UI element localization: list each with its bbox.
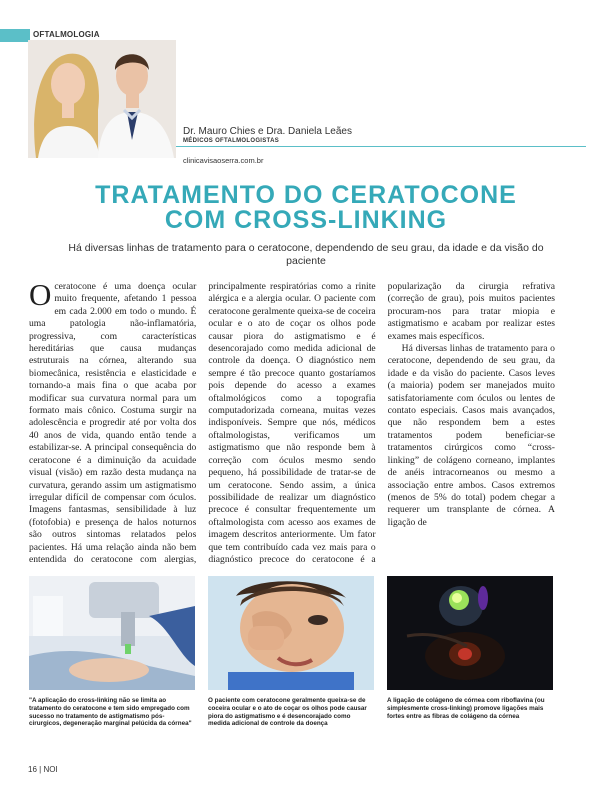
page-number: 16: [28, 765, 37, 774]
article-subtitle: Há diversas linhas de tratamento para o ceratocone, dependendo de seu grau, da idade e da visão do paciente: [68, 242, 544, 267]
drop-cap: O: [29, 281, 52, 312]
byline-rule: [176, 146, 586, 147]
caption-photo-2: O paciente com ceratocone geralmente queixa-se de coceira ocular e o ato de coçar os olhos pode causar piora do astigmatismo e é desencorajado como medida adicional de controle da doença: [208, 697, 367, 728]
page-footer: [28, 765, 58, 774]
article-columns: [29, 281, 555, 569]
section-label: OFTALMOLOGIA: [33, 30, 100, 39]
section-color-bar: [0, 29, 30, 42]
authors-role: MÉDICOS OFTALMOLOGISTAS: [183, 138, 280, 144]
paragraph-1-text: ceratocone é uma doença ocular muito frequente, afetando 1 pessoa em cada 2.000 em todo o mundo. É uma patologia não-inflamatória, progressiva, com características hereditárias que causa mudanças estruturais na córnea, alterando sua biomecânica, resistência e elasticidade e tornando-a mais fina o que acaba por modificar sua curvatura normal para um formato mais cônico. Costuma surgir na adolescência e progredir até por volta dos 40 anos de vida, quando então tende a estabilizar-se. A principal consequência do ceratocone é a diminuição da acuidade visual (visão) em razão desta mudança na curvatura, gerando assim um astigmatismo irregular difícil de compensar com óculos. Imagens fantasmas, sensibilidade à luz (fotofobia) e presença de halos noturnos são outros sintomas relatados pelos pacientes. Há uma relação ainda não bem entendida do ceratocone com alergias, principalmente respiratórias como a rinite alérgica e a alergia ocular. O paciente com ceratocone geralmente queixa-se de coceira ocular e o ato de coçar os olhos pode causar piora do astigmatismo e é desencorajado como medida adicional de controle da doença. O diagnóstico nem sempre é tão precoce quanto gostaríamos pois depende do acesso a exames oftalmológicos como a topografia computadorizada corneana, muitas vezes indisponíveis. Sempre que nós, médicos oftalmologistas, verificamos um astigmatismo que não responde bem à correção com óculos mesmo sendo pequeno, há possibilidade de tratar-se de um ceratocone. Sendo assim, a única possibilidade de realizar um diagnóstico precoce é consultar frequentemente um oftalmologista com acesso aos exames de imagem descritos anteriormente. Um fator que tem contribuído cada vez mais para o diagnóstico precoce do ceratocone é a popularização da cirurgia refrativa (correção de grau), pois muitos pacientes procuram-nos para tratar miopia e astigmatismo e acabam por realizar estes exames mais específicos.: [29, 281, 555, 565]
paragraph-2: Há diversas linhas de tratamento para o ceratocone, dependendo de seu grau, da idade e da visão do paciente. Casos leves (a maioria) podem ser manejados muito satisfatoriamente com óculos ou lentes de contato especiais. Casos mais avançados, que não respondem bem a estes tratamentos podem beneficiar-se tratamentos cirúrgicos como “cross-linking” de colágeno corneano, implantes de anéis intracorneanos ou mesmo a associação entre ambos. Casos extremos (menos de 5% do total) podem chegar a requerer um transplante de córnea. A ligação de: [387, 343, 555, 528]
photo-riboflavin-application: [387, 576, 553, 690]
title-line-2: COM CROSS-LINKING: [164, 206, 448, 234]
caption-photo-3: A ligação de colágeno de córnea com riboflavina (ou simplesmente cross-linking) promove ligações mais fortes entre as fibras de colágeno da córnea: [387, 697, 545, 720]
article-body: [29, 281, 555, 569]
authors: Dr. Mauro Chies e Dra. Daniela Leães: [183, 126, 352, 137]
footer-separator: |: [39, 765, 42, 774]
caption-photo-1: "A aplicação do cross-linking não se limita ao tratamento do ceratocone e tem sido empregado com sucesso no tratamento de astigmatismo pós-cirurgicos, degeneração marginal pelúcida da córnea": [29, 697, 192, 728]
doctors-portrait: [28, 40, 176, 158]
photo-cross-linking-procedure: [29, 576, 195, 690]
magazine-name: NOI: [43, 765, 58, 774]
photo-child-rubbing-eye: [208, 576, 374, 690]
title-line-1: TRATAMENTO DO CERATOCONE: [95, 181, 517, 209]
article-title: [0, 183, 612, 233]
website-link[interactable]: clinicavisaoserra.com.br: [183, 156, 264, 165]
